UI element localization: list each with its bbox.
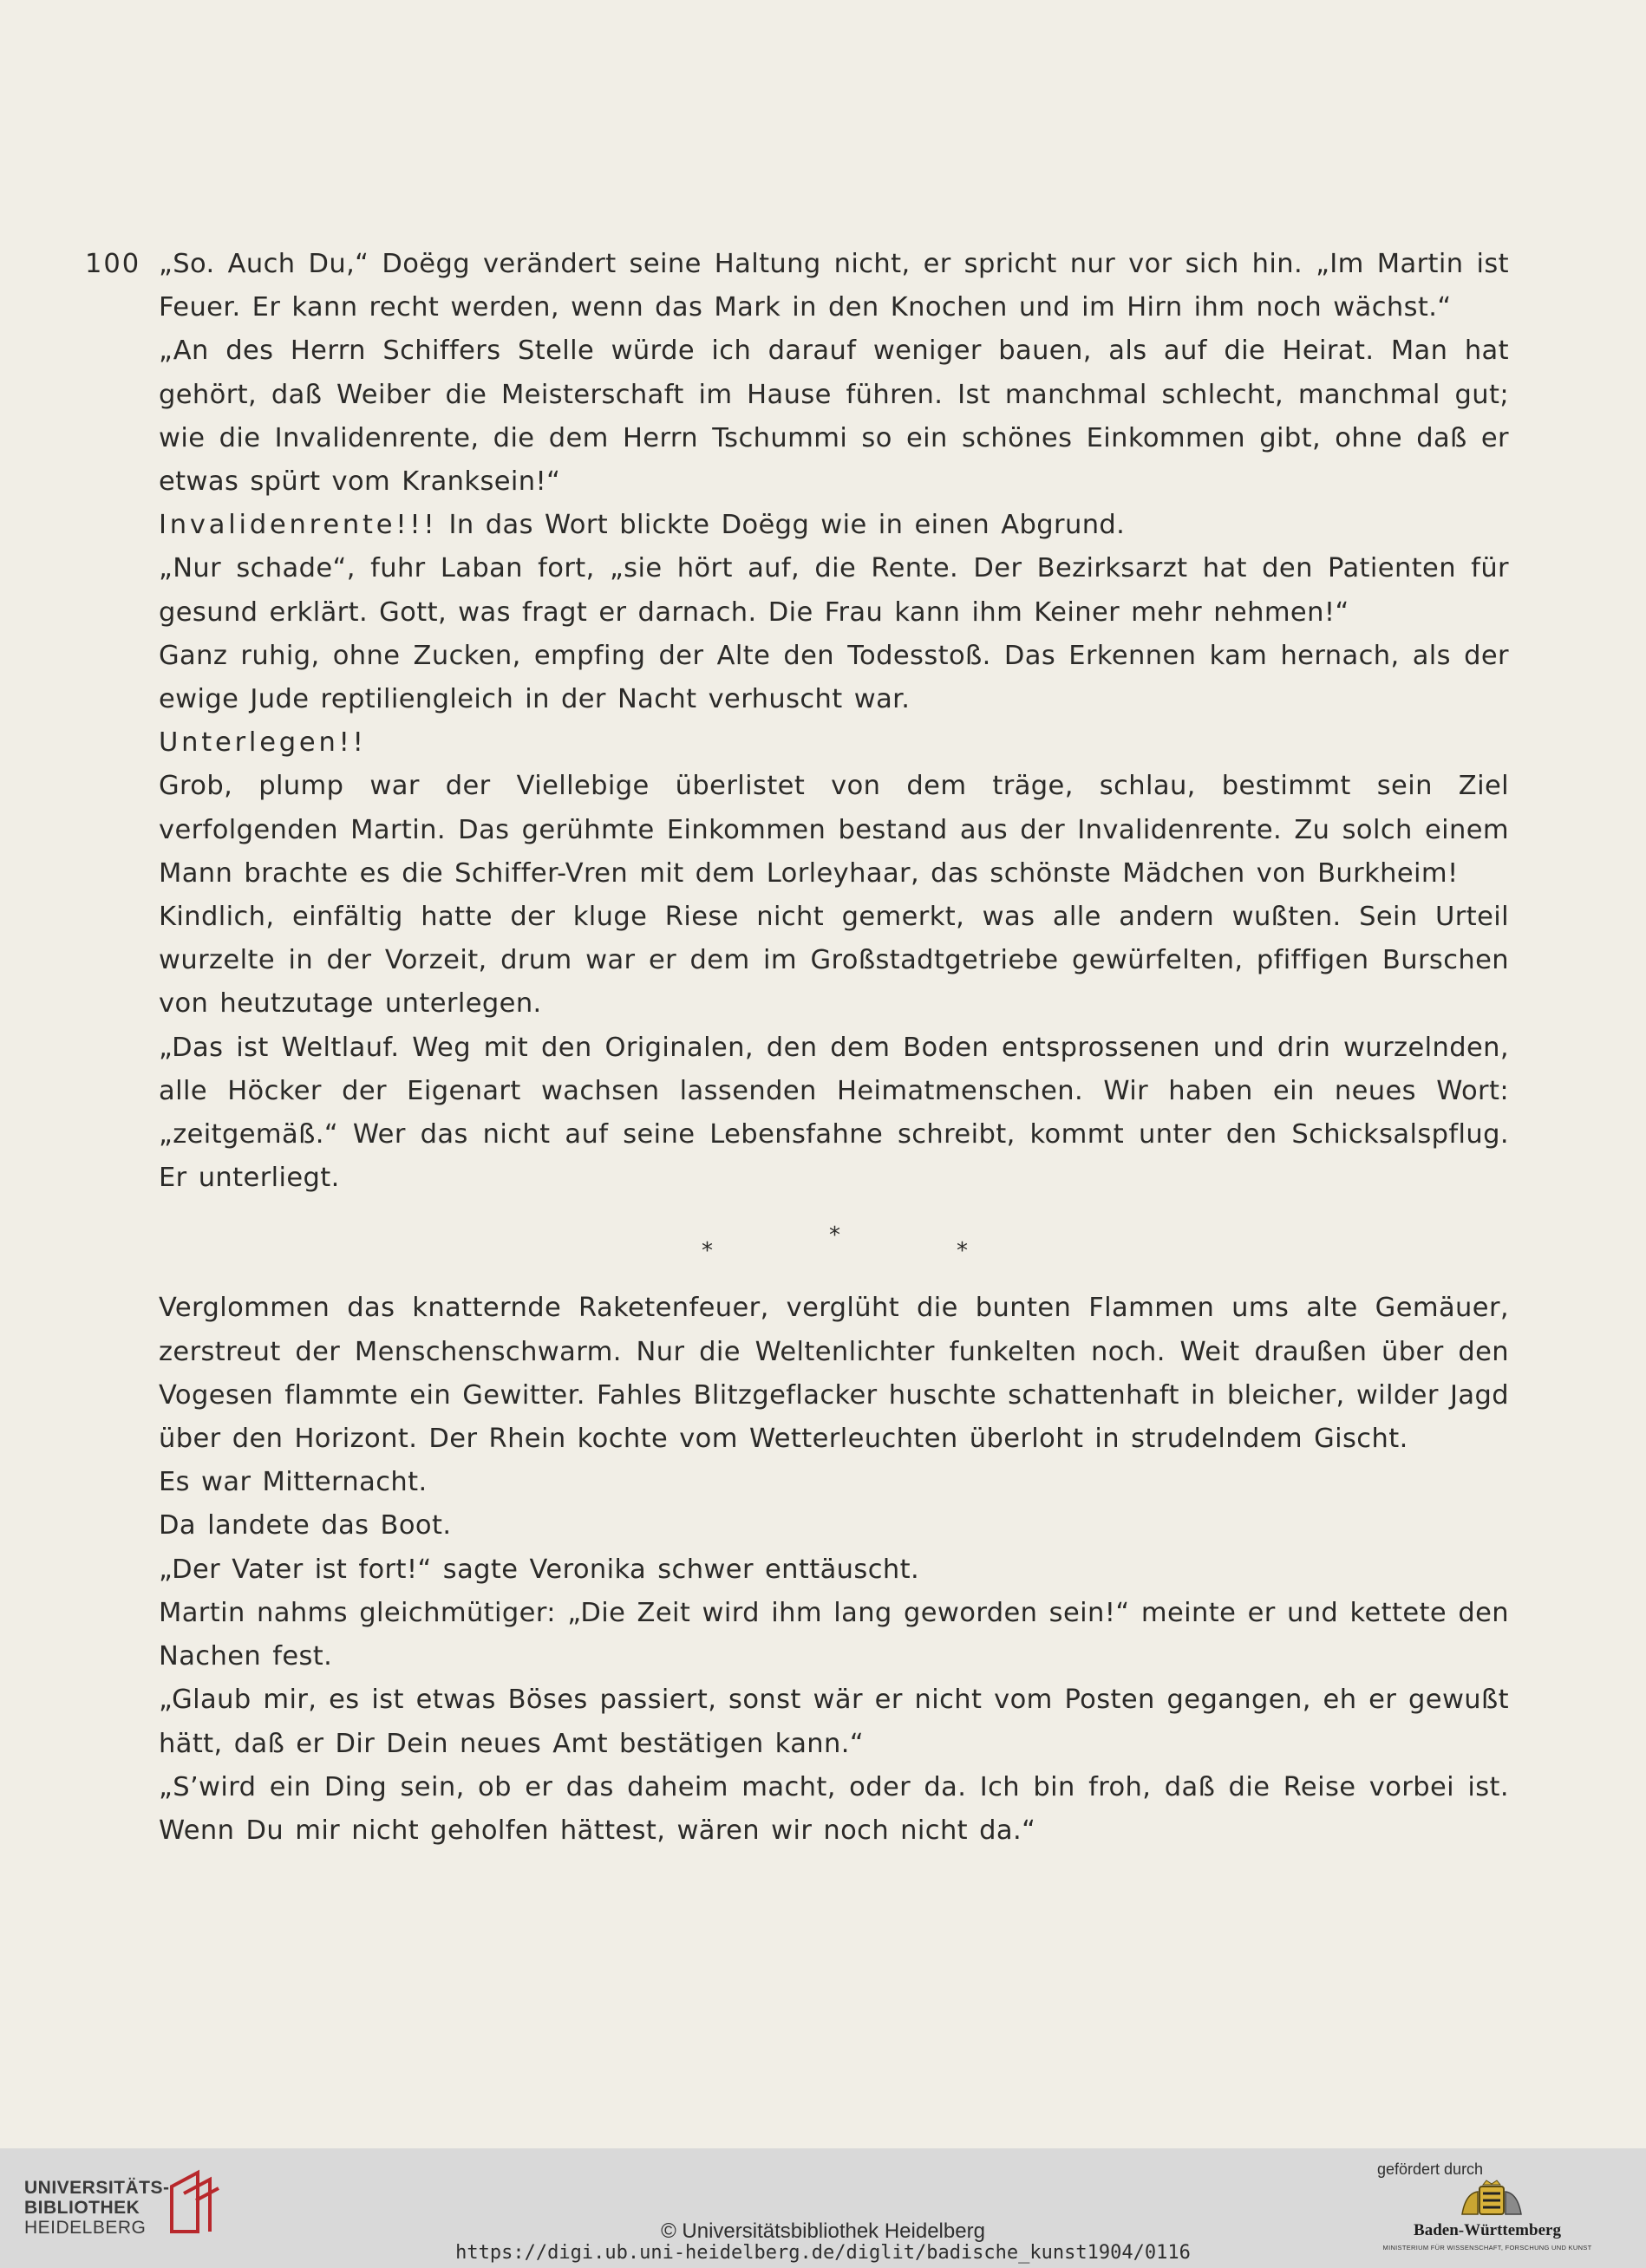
library-name-line2: BIBLIOTHEK bbox=[24, 2198, 140, 2218]
paragraph-text: „An des Herrn Schiffers Stelle würde ich darauf weniger bauen, als auf die Heirat. Man hat gehört, daß Weiber die Meisterschaft im Hause führen. Ist manchmal schlecht, manchmal gut; wie die Invalidenrente, die dem Herrn Tschummi so ein schönes Einkommen gibt, ohne daß er etwas spürt vom Kranksein!“ bbox=[159, 336, 1509, 498]
copyright-notice: © Universitätsbibliothek Heidelberg bbox=[661, 2219, 985, 2243]
asterisk-center: * bbox=[829, 1222, 841, 1249]
paragraph-text: Ganz ruhig, ohne Zucken, empfing der Alte den Todesstoß. Das Erkennen kam hernach, als der ewige Jude reptiliengleich in der Nacht verhuscht war. bbox=[159, 640, 1509, 715]
body-text bbox=[159, 243, 1509, 1853]
paragraph bbox=[159, 1504, 1509, 1548]
asterisk-left: * bbox=[702, 1238, 714, 1265]
paragraph-text: „Nur schade“, fuhr Laban fort, „sie hört auf, die Rente. Der Bezirksarzt hat den Patienten für gesund erklärt. Gott, was fragt er darnach. Die Frau kann ihm Keiner mehr nehmen!“ bbox=[159, 553, 1509, 628]
funder-name: Baden-Württemberg bbox=[1414, 2221, 1561, 2239]
paragraph-text: „S’wird ein Ding sein, ob er das daheim macht, oder da. Ich bin froh, daß die Reise vorbei ist. Wenn Du mir nicht geholfen hättest, wären wir noch nicht da.“ bbox=[159, 1771, 1509, 1846]
page-number: 100 bbox=[85, 249, 141, 279]
paragraph bbox=[159, 1026, 1509, 1201]
digitization-footer bbox=[0, 2148, 1646, 2268]
paragraph-text: „So. Auch Du,“ Doëgg verändert seine Haltung nicht, er spricht nur vor sich hin. „Im Martin ist Feuer. Er kann recht werden, wenn das Mark in den Knochen und im Hirn ihm noch wächst.“ bbox=[159, 249, 1509, 323]
coat-of-arms-icon bbox=[1457, 2180, 1526, 2219]
paragraph bbox=[159, 547, 1509, 634]
paragraph-text: Kindlich, einfältig hatte der kluge Riese nicht gemerkt, was alle andern wußten. Sein Urteil wurzelte in der Vorzeit, drum war er dem im Großstadtgetriebe gewürfelten, pfiffigen Burschen von heutzutage unterlegen. bbox=[159, 902, 1509, 1020]
paragraph-text: „Der Vater ist fort!“ sagte Veronika schwer enttäuscht. bbox=[159, 1554, 920, 1585]
paragraph-text: Grob, plump war der Viellebige überlistet von dem träge, schlau, bestimmt sein Ziel verfolgenden Martin. Das gerühmte Einkommen bestand aus der Invalidenrente. Zu solch einem Mann brachte es die Schiffer-Vren mit dem Lorleyhaar, das schönste Mädchen von Burkheim! bbox=[159, 771, 1509, 889]
paragraph-text: „Glaub mir, es ist etwas Böses passiert, sonst wär er nicht vom Posten gegangen, eh er gewußt hätt, daß er Dir Dein neues Amt bestätigen kann.“ bbox=[159, 1685, 1509, 1759]
paragraph bbox=[159, 721, 1509, 765]
paragraph bbox=[159, 1287, 1509, 1461]
section-separator bbox=[159, 1200, 1509, 1287]
ministry-name: MINISTERIUM FÜR WISSENSCHAFT, FORSCHUNG UND KUNST bbox=[1382, 2244, 1592, 2252]
emphasized-word: Invalidenrente!!! bbox=[159, 510, 438, 541]
paragraph bbox=[159, 635, 1509, 721]
paragraph bbox=[159, 1548, 1509, 1592]
paragraph bbox=[159, 896, 1509, 1026]
paragraph bbox=[159, 1678, 1509, 1765]
paragraph bbox=[159, 1592, 1509, 1678]
paragraph bbox=[159, 1461, 1509, 1504]
paragraph-text: „Das ist Weltlauf. Weg mit den Originalen, den dem Boden entsprossenen und drin wurzelnden, alle Höcker der Eigenart wachsen lassenden Heimatmenschen. Wir haben ein neues Wort: „zeitgemäß.“ Wer das nicht auf seine Lebensfahne schreibt, kommt unter den Schicksalspflug. Er unterliegt. bbox=[159, 1032, 1509, 1194]
paragraph-text: Verglommen das knatternde Raketenfeuer, verglüht die bunten Flammen ums alte Gemäuer, zerstreut der Menschenschwarm. Nur die Weltenlichter funkelten noch. Weit draußen über den Vogesen flammte ein Gewitter. Fahles Blitzgeflacker huschte schattenhaft in bleicher, wilder Jagd über den Horizont. Der Rhein kochte vom Wetterleuchten überloht in strudelndem Gischt. bbox=[159, 1293, 1509, 1455]
asterisk-right: * bbox=[957, 1238, 969, 1265]
paragraph bbox=[159, 1766, 1509, 1853]
paragraph bbox=[159, 329, 1509, 504]
funded-by-label: gefördert durch bbox=[1377, 2160, 1484, 2178]
paragraph-text: Martin nahms gleichmütiger: „Die Zeit wird ihm lang geworden sein!“ meinte er und kettete den Nachen fest. bbox=[159, 1597, 1509, 1672]
paragraph-text: Da landete das Boot. bbox=[159, 1510, 452, 1541]
emphasized-word: Unterlegen!! bbox=[159, 727, 367, 759]
paragraph-text: Es war Mitternacht. bbox=[159, 1467, 428, 1498]
paragraph bbox=[159, 504, 1509, 547]
library-name-line3: HEIDELBERG bbox=[24, 2218, 147, 2238]
paragraphs-after-break bbox=[159, 1287, 1509, 1853]
paragraph bbox=[159, 243, 1509, 329]
library-name-line1: UNIVERSITÄTS- bbox=[24, 2178, 170, 2198]
paragraphs-before-break bbox=[159, 243, 1509, 1200]
paragraph bbox=[159, 765, 1509, 896]
permalink-url[interactable]: https://digi.ub.uni-heidelberg.de/diglit/badische_kunst1904/0116 bbox=[455, 2242, 1191, 2264]
paragraph-text: In das Wort blickte Doëgg wie in einen Abgrund. bbox=[437, 510, 1126, 541]
